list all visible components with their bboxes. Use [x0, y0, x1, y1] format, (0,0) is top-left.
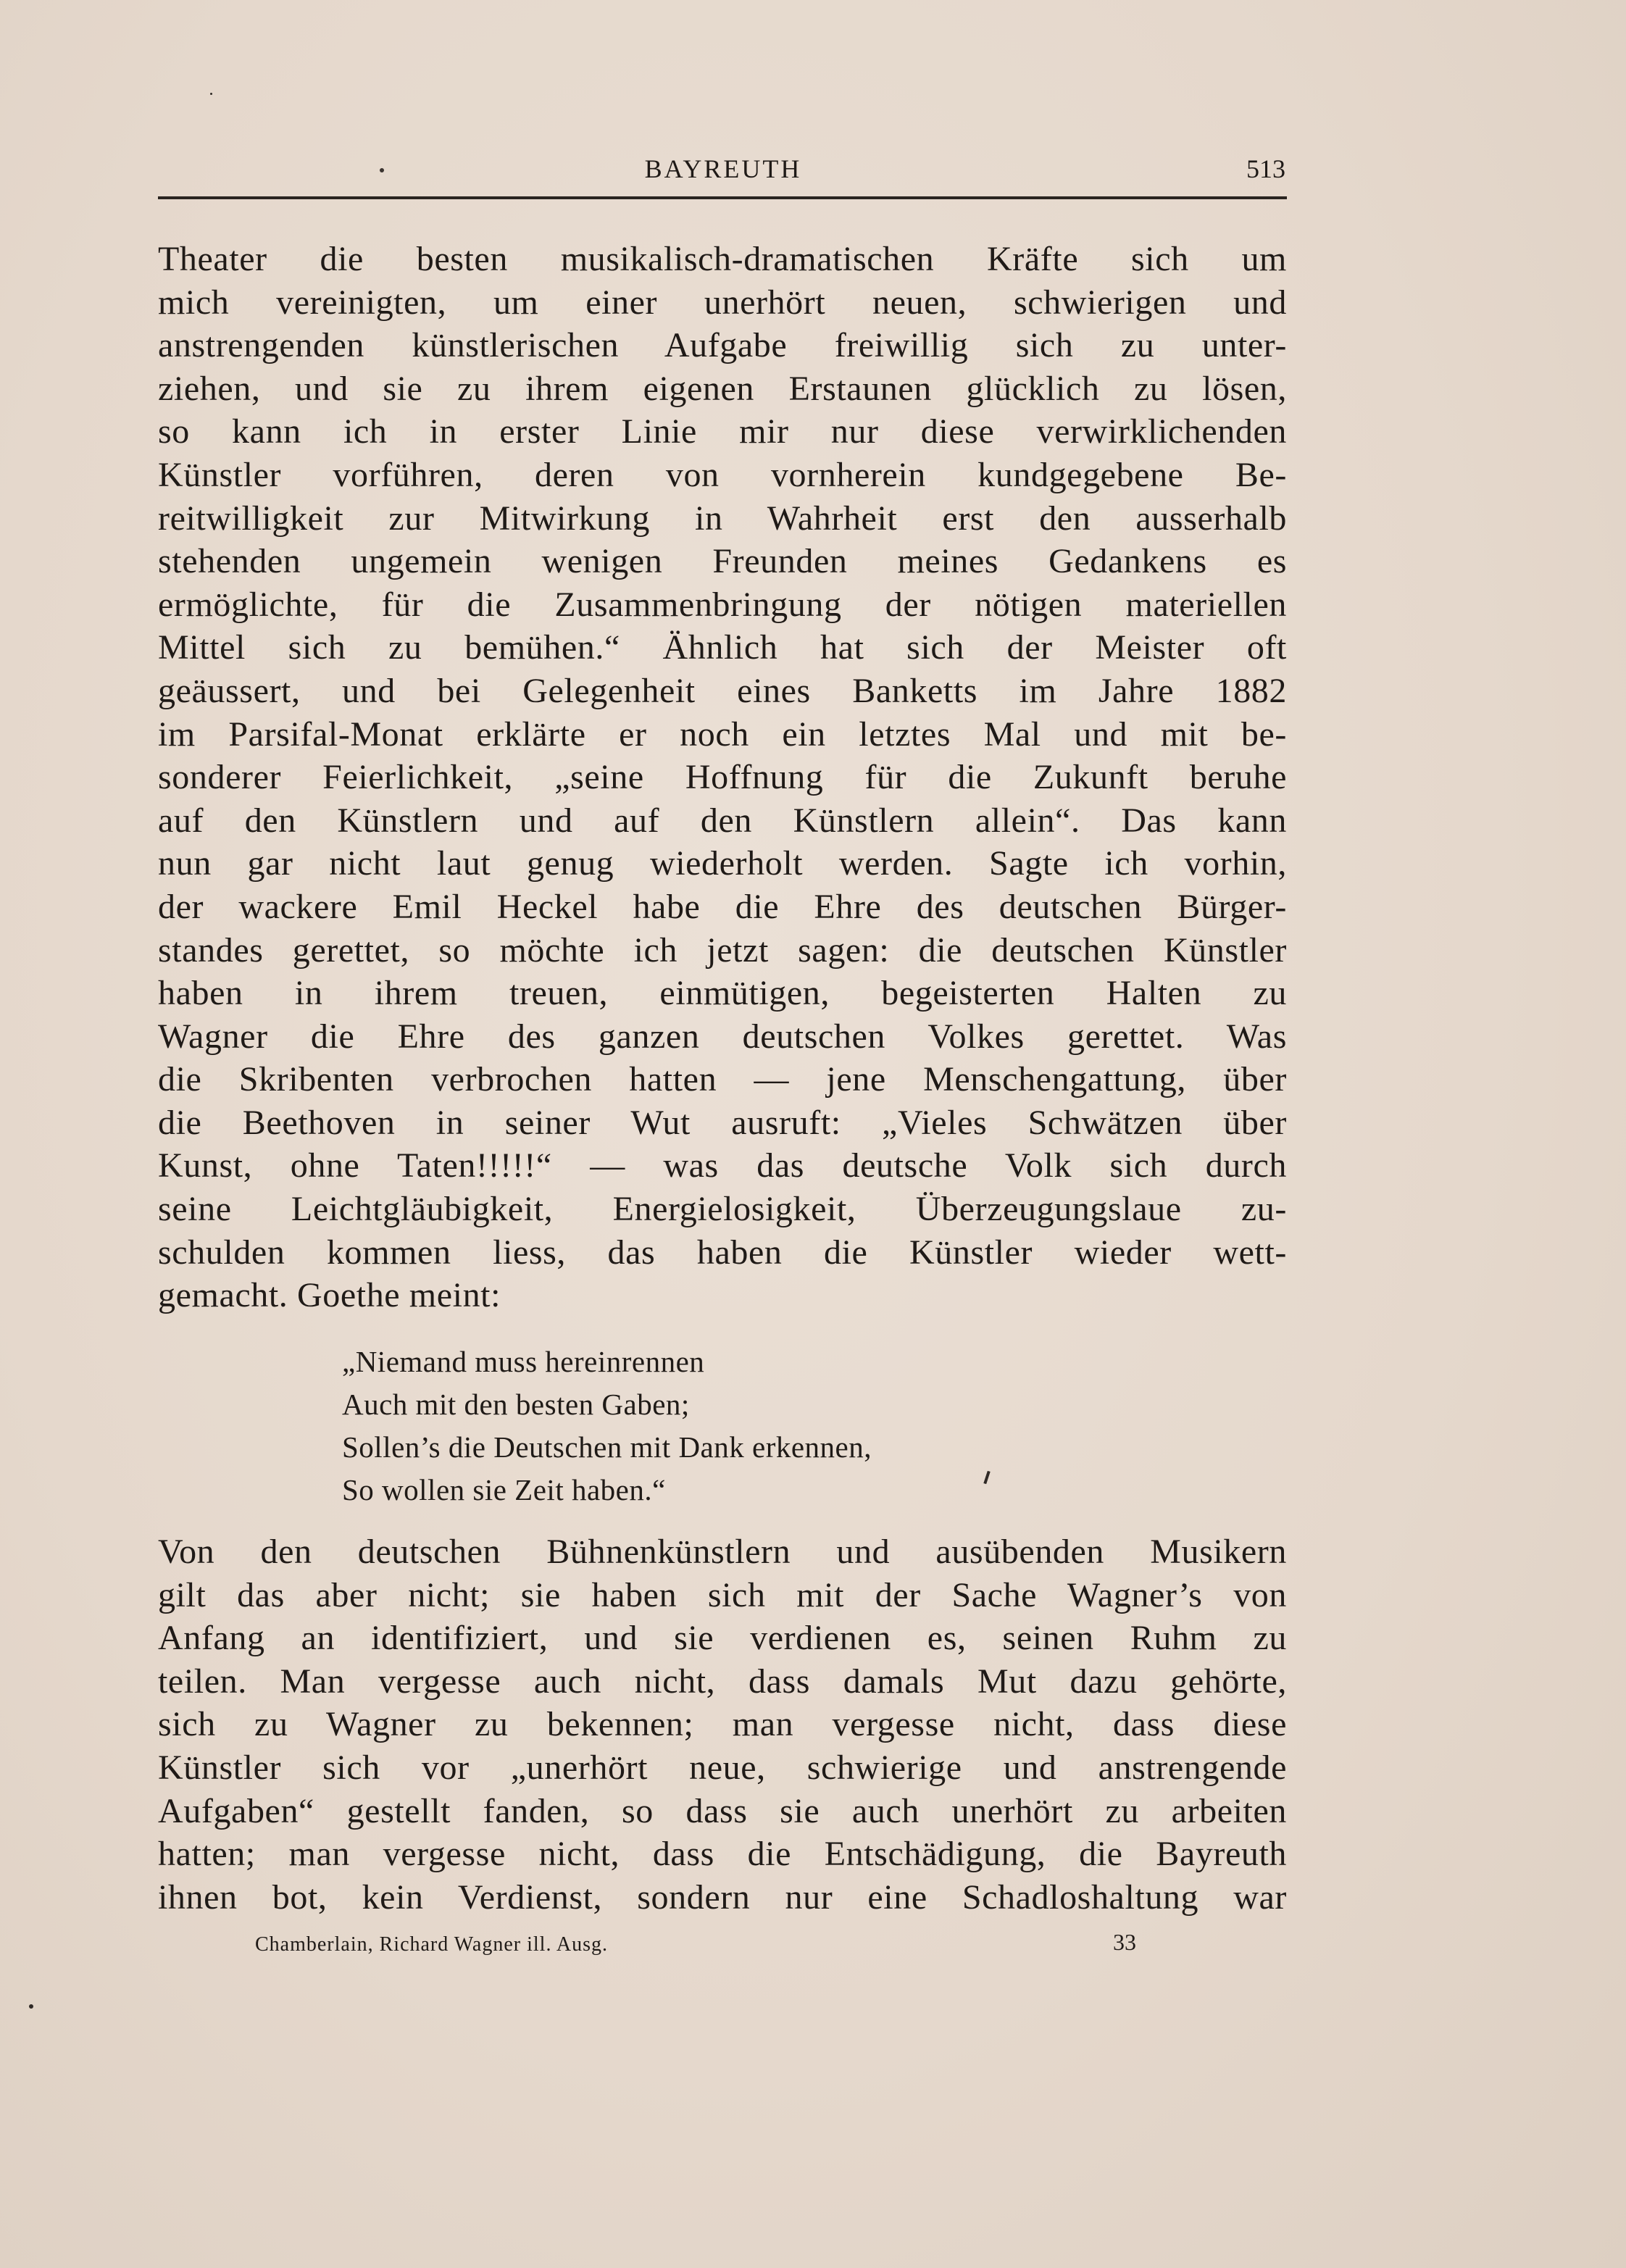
text-line: geäussert, und bei Gelegenheit eines Banketts im Jahre 1882: [158, 671, 1287, 710]
text-line: im Parsifal-Monat erklärte er noch ein letztes Mal und mit be-: [158, 714, 1287, 754]
text-line: Theater die besten musikalisch-dramatischen Kräfte sich um: [158, 240, 1287, 278]
text-line: haben in ihrem treuen, einmütigen, begeisterten Halten zu: [158, 974, 1287, 1013]
text-line: teilen. Man vergesse auch nicht, dass damals Mut dazu gehörte,: [158, 1662, 1287, 1701]
running-title: BAYREUTH: [644, 154, 802, 183]
text-line: Künstler sich vor „unerhört neue, schwierige und anstrengende: [158, 1748, 1287, 1787]
paper-speck: [210, 93, 212, 95]
text-line: anstrengenden künstlerischen Aufgabe freiwillig sich zu unter-: [158, 326, 1287, 365]
text-line: Wagner die Ehre des ganzen deutschen Volkes gerettet. Was: [158, 1017, 1287, 1056]
verse-line: Auch mit den besten Gaben;: [342, 1388, 690, 1421]
text-line: so kann ich in erster Linie mir nur diese verwirklichenden: [158, 412, 1287, 451]
paper-speck: [29, 2004, 33, 2009]
verse-line: So wollen sie Zeit haben.“: [342, 1473, 666, 1506]
sheet-number: 33: [1113, 1929, 1136, 1955]
text-line: Mittel sich zu bemühen.“ Ähnlich hat sich der Meister oft: [158, 628, 1287, 667]
text-line: mich vereinigten, um einer unerhört neuen, schwierigen und: [158, 283, 1287, 322]
text-line: ziehen, und sie zu ihrem eigenen Erstaunen glücklich zu lösen,: [158, 369, 1287, 408]
text-line: stehenden ungemein wenigen Freunden meines Gedankens es: [158, 542, 1287, 581]
verse-line: „Niemand muss hereinrennen: [342, 1345, 705, 1378]
text-line: standes gerettet, so möchte ich jetzt sagen: die deutschen Künstler: [158, 930, 1287, 970]
paragraph-1: [158, 238, 1287, 1317]
printer-signature: Chamberlain, Richard Wagner ill. Ausg.: [255, 1933, 609, 1956]
text-line: Anfang an identifiziert, und sie verdienen es, seinen Ruhm zu: [158, 1619, 1287, 1658]
text-line: hatten; man vergesse nicht, dass die Entschädigung, die Bayreuth: [158, 1835, 1287, 1874]
text-line: Kunst, ohne Taten!!!!!“ — was das deutsche Volk sich durch: [158, 1146, 1287, 1185]
text-line: gilt das aber nicht; sie haben sich mit der Sache Wagner’s von: [158, 1575, 1287, 1614]
text-line: nun gar nicht laut genug wiederholt werden. Sagte ich vorhin,: [158, 844, 1287, 883]
text-line: gemacht. Goethe meint:: [158, 1276, 501, 1315]
goethe-verse: [342, 1341, 872, 1512]
text-line: schulden kommen liess, das haben die Künstler wieder wett-: [158, 1233, 1287, 1272]
page-number: 513: [1246, 154, 1285, 183]
paragraph-2: [158, 1530, 1287, 1919]
verse-line: Sollen’s die Deutschen mit Dank erkennen,: [342, 1430, 872, 1464]
running-header: [158, 149, 1288, 192]
text-line: ihnen bot, kein Verdienst, sondern nur eine Schadloshaltung war: [158, 1877, 1287, 1917]
text-line: Von den deutschen Bühnenkünstlern und ausübenden Musikern: [158, 1533, 1287, 1571]
text-line: der wackere Emil Heckel habe die Ehre des deutschen Bürger-: [158, 887, 1287, 926]
header-rule: [158, 196, 1287, 199]
text-line: Künstler vorführen, deren von vornherein kundgegebene Be-: [158, 455, 1287, 494]
printer-dot: [380, 168, 384, 172]
text-line: die Beethoven in seiner Wut ausruft: „Vieles Schwätzen über: [158, 1103, 1287, 1142]
text-line: die Skribenten verbrochen hatten — jene Menschengattung, über: [158, 1060, 1287, 1099]
text-line: Aufgaben“ gestellt fanden, so dass sie auch unerhört zu arbeiten: [158, 1791, 1287, 1830]
text-line: auf den Künstlern und auf den Künstlern allein“. Das kann: [158, 801, 1287, 840]
text-line: sich zu Wagner zu bekennen; man vergesse nicht, dass diese: [158, 1705, 1287, 1744]
text-line: ermöglichte, für die Zusammenbringung der nötigen materiellen: [158, 585, 1287, 624]
text-line: sonderer Feierlichkeit, „seine Hoffnung für die Zukunft beruhe: [158, 758, 1287, 797]
text-line: reitwilligkeit zur Mitwirkung in Wahrheit erst den ausserhalb: [158, 499, 1287, 538]
text-line: seine Leichtgläubigkeit, Energielosigkeit, Überzeugungslaue zu-: [158, 1190, 1287, 1229]
